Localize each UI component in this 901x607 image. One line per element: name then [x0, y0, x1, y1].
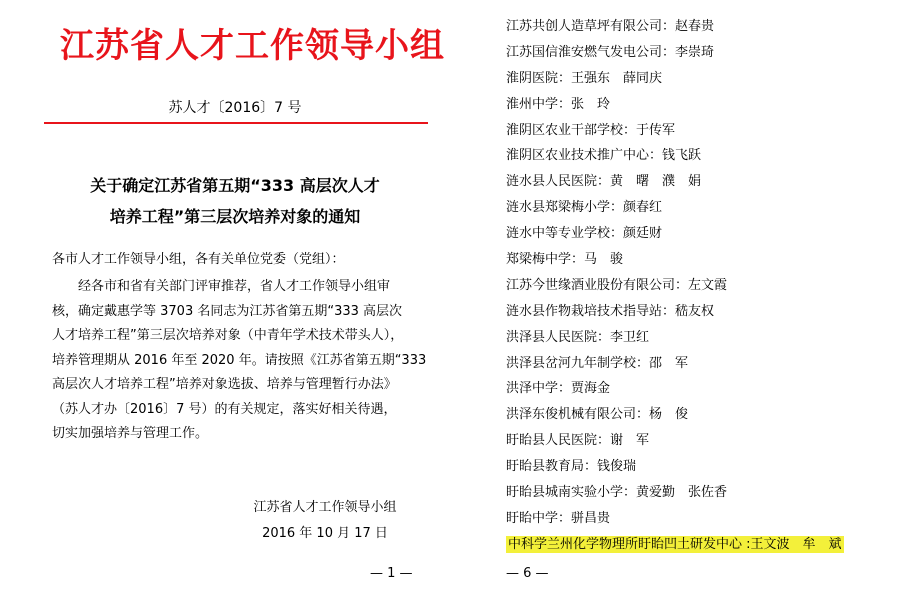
signature-date: 2016 年 10 月 17 日: [262, 526, 388, 541]
list-item: 江苏今世缘酒业股份有限公司：左文霞: [506, 277, 728, 293]
list-item: 涟水县郑梁梅小学：颜春红: [506, 200, 663, 216]
red-separator-line: [44, 122, 428, 124]
list-item: 盱眙县城南实验小学：黄爱勤 张佐香: [506, 485, 728, 501]
body-line: 核，确定戴惠学等 3703 名同志为江苏省第五期“333 高层次: [52, 303, 403, 319]
list-item: 洪泽东俊机械有限公司：杨 俊: [506, 407, 689, 423]
body-line: 经各市和省有关部门评审推荐，省人才工作领导小组审: [78, 279, 391, 294]
org-red-header: 江苏省人才工作领导小组: [60, 26, 445, 66]
signature-block: [230, 495, 420, 547]
list-item: 江苏共创人造草坪有限公司：赵春贵: [506, 19, 715, 34]
list-item: 涟水中等专业学校：颜廷财: [506, 226, 663, 242]
list-item: 洪泽县人民医院：李卫红: [506, 329, 650, 345]
list-item: 涟水县人民医院：黄 曙 濮 娟: [506, 174, 702, 190]
list-item: 淮州中学：张 玲: [506, 96, 611, 112]
list-item: 淮阴区农业干部学校：于传军: [506, 122, 676, 138]
page-six: [470, 0, 901, 607]
body-line: （苏人才办〔2016〕7 号）的有关规定，落实好相关待遇，: [52, 401, 397, 417]
list-item: 淮阴医院：王强东 薛同庆: [506, 70, 663, 86]
body-line: 切实加强培养与管理工作。: [52, 426, 209, 441]
notice-title-line: 培养工程”第三层次培养对象的通知: [109, 207, 361, 226]
salutation: 各市人才工作领导小组，各有关单位党委（党组）：: [52, 252, 345, 267]
page-number-right: — 6 —: [506, 566, 549, 581]
signature-org: 江苏省人才工作领导小组: [253, 500, 397, 515]
notice-title-line: 关于确定江苏省第五期“333 高层次人才: [90, 176, 380, 195]
page-number-left: — 1 —: [370, 566, 413, 581]
list-item: 盱眙县人民医院：谢 军: [506, 433, 650, 449]
body-line: 培养管理期从 2016 年至 2020 年。请按照《江苏省第五期“333: [52, 352, 427, 368]
highlighted-list-item: [506, 532, 844, 558]
notice-title: [60, 170, 410, 232]
document-number: 苏人才〔2016〕7 号: [168, 100, 302, 116]
list-item: 盱眙中学：骈昌贵: [506, 510, 611, 526]
list-item: 江苏国信淮安燃气发电公司：李崇琦: [506, 44, 715, 60]
body-line: 高层次人才培养工程”培养对象选拔、培养与管理暂行办法》: [52, 377, 397, 392]
list-item: 淮阴区农业技术推广中心：钱飞跃: [506, 148, 702, 164]
list-item: 涟水县作物栽培技术指导站：嵇友权: [506, 303, 715, 319]
highlighted-entry-text: 中科学兰州化学物理所盱眙凹土研发中心 :王文波 牟 斌: [508, 536, 842, 552]
awardee-list: [506, 14, 844, 558]
list-item: 郑梁梅中学：马 骏: [506, 252, 624, 268]
list-item: 盱眙县教育局：钱俊瑞: [506, 459, 637, 475]
notice-body: [52, 275, 434, 447]
list-item: 洪泽中学：贾海金: [506, 381, 611, 397]
body-line: 人才培养工程”第三层次培养对象（中青年学术技术带头人），: [52, 328, 404, 343]
list-item: 洪泽县岔河九年制学校：邵 军: [506, 355, 689, 371]
